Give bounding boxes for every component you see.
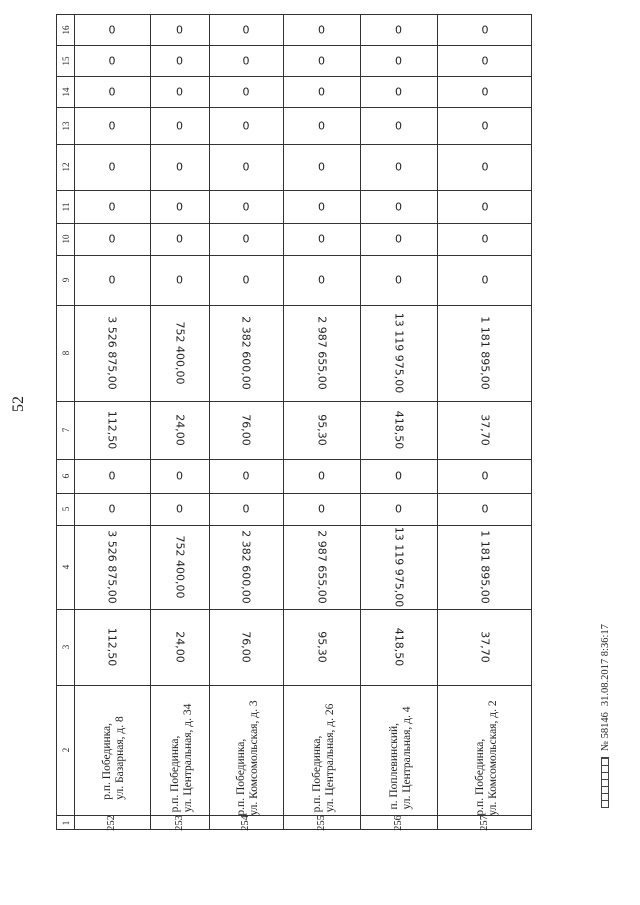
grid-line <box>57 305 531 306</box>
row-value-col-16: 0 <box>108 23 116 37</box>
row-value-col-5: 0 <box>108 502 116 516</box>
column-number-header: 5 <box>60 506 71 512</box>
column-number-header: 9 <box>60 277 71 283</box>
address-line: ул. Центральная, д. 34 <box>181 703 194 813</box>
row-value-col-4: 3 526 875,00 <box>105 530 119 604</box>
row-value-col-8: 1 181 895,00 <box>478 316 492 390</box>
row-value-col-13: 0 <box>242 119 250 132</box>
row-value-col-10: 0 <box>395 232 402 246</box>
grid-line <box>283 15 284 829</box>
grid-line <box>57 815 531 816</box>
row-value-col-15: 0 <box>481 54 489 67</box>
grid-line <box>57 525 531 526</box>
row-id: 257 <box>478 815 490 831</box>
page-number: 52 <box>10 396 27 412</box>
row-id: 253 <box>173 815 185 831</box>
row-value-col-11: 0 <box>481 200 489 213</box>
grid-line <box>209 15 210 829</box>
row-value-col-9: 0 <box>395 273 402 287</box>
address-line: р.п. Побединка, <box>234 738 247 816</box>
column-number-header: 13 <box>60 121 71 130</box>
grid-line <box>57 401 531 402</box>
row-value-col-16: 0 <box>176 23 183 37</box>
grid-line <box>57 45 531 46</box>
row-value-col-10: 0 <box>176 232 183 246</box>
column-number-header: 10 <box>60 234 71 244</box>
row-value-col-10: 0 <box>481 232 489 246</box>
address-line: ул. Центральная, д. 26 <box>323 703 336 813</box>
address-line: р.п. Побединка, <box>168 735 181 813</box>
row-value-col-5: 0 <box>395 502 402 516</box>
row-value-col-10: 0 <box>318 232 325 246</box>
row-value-col-16: 0 <box>481 23 489 37</box>
row-value-col-9: 0 <box>242 273 250 287</box>
column-number-header: 14 <box>60 87 71 96</box>
row-value-col-6: 0 <box>481 469 489 483</box>
row-value-col-3: 24,00 <box>173 631 186 663</box>
row-value-col-15: 0 <box>242 54 250 67</box>
row-address <box>387 706 413 809</box>
row-value-col-6: 0 <box>108 469 116 483</box>
row-id: 254 <box>239 815 251 831</box>
document-datetime: 31.08.2017 8:36:17 <box>599 624 611 707</box>
column-number-header: 12 <box>60 162 71 172</box>
grid-line <box>57 685 531 686</box>
row-value-col-12: 0 <box>176 160 183 174</box>
row-value-col-8: 3 526 875,00 <box>105 316 119 390</box>
row-value-col-4: 752 400,00 <box>173 535 186 599</box>
row-value-col-7: 37,70 <box>478 414 492 446</box>
row-value-col-11: 0 <box>395 200 402 213</box>
row-id: 256 <box>392 815 404 831</box>
row-value-col-15: 0 <box>318 54 325 67</box>
grid-line <box>57 76 531 77</box>
row-value-col-8: 2 987 655,00 <box>315 316 328 390</box>
column-number-header: 3 <box>60 644 71 650</box>
row-value-col-14: 0 <box>108 85 116 98</box>
row-value-col-5: 0 <box>318 502 325 516</box>
column-number-header: 4 <box>60 564 71 570</box>
grid-line <box>150 15 151 829</box>
address-line: р.п. Побединка, <box>310 735 323 813</box>
row-value-col-14: 0 <box>176 85 183 98</box>
row-value-col-6: 0 <box>318 469 325 483</box>
row-value-col-6: 0 <box>176 469 183 483</box>
row-value-col-4: 13 119 975,00 <box>392 526 405 608</box>
address-line: ул. Базарная, д. 8 <box>114 716 126 800</box>
grid-line <box>437 15 438 829</box>
row-value-col-12: 0 <box>318 160 325 174</box>
grid-line <box>57 107 531 108</box>
row-value-col-3: 95,30 <box>315 631 328 663</box>
consultant-stamp-icon <box>601 757 609 808</box>
row-value-col-11: 0 <box>242 200 250 213</box>
row-value-col-12: 0 <box>108 160 116 174</box>
row-address <box>235 700 261 815</box>
row-value-col-10: 0 <box>242 232 250 246</box>
row-value-col-15: 0 <box>395 54 402 67</box>
row-value-col-7: 24,00 <box>173 414 186 446</box>
address-line: ул. Комсомольская, д. 3 <box>248 700 260 816</box>
row-value-col-14: 0 <box>318 85 325 98</box>
row-value-col-3: 418,50 <box>392 627 405 667</box>
column-number-header: 11 <box>60 202 71 211</box>
row-value-col-9: 0 <box>176 273 183 287</box>
row-value-col-12: 0 <box>481 160 489 174</box>
row-value-col-9: 0 <box>108 273 116 287</box>
grid-line <box>57 255 531 256</box>
column-number-header: 8 <box>60 350 71 356</box>
row-value-col-3: 112,50 <box>105 627 119 667</box>
row-value-col-8: 13 119 975,00 <box>392 312 405 394</box>
grid-line <box>57 493 531 494</box>
row-value-col-7: 76,00 <box>239 414 253 446</box>
address-line: р.п. Побединка, <box>100 722 113 800</box>
grid-line <box>360 15 361 829</box>
row-value-col-16: 0 <box>242 23 250 37</box>
grid-line <box>74 15 75 829</box>
row-value-col-11: 0 <box>108 200 116 213</box>
row-value-col-15: 0 <box>108 54 116 67</box>
column-number-header: 1 <box>60 820 71 826</box>
row-value-col-11: 0 <box>318 200 325 213</box>
row-value-col-12: 0 <box>242 160 250 174</box>
row-value-col-14: 0 <box>481 85 489 98</box>
row-value-col-13: 0 <box>108 119 116 132</box>
row-value-col-14: 0 <box>395 85 402 98</box>
row-value-col-8: 2 382 600,00 <box>239 316 253 390</box>
row-value-col-3: 37,70 <box>478 631 492 663</box>
grid-line <box>57 144 531 145</box>
column-number-header: 7 <box>60 427 71 433</box>
row-value-col-4: 2 382 600,00 <box>239 530 253 604</box>
row-value-col-15: 0 <box>176 54 183 67</box>
row-value-col-13: 0 <box>318 119 325 132</box>
row-value-col-5: 0 <box>481 502 489 516</box>
row-value-col-9: 0 <box>318 273 325 287</box>
address-line: ул. Центральная, д. 4 <box>400 706 413 810</box>
row-value-col-4: 1 181 895,00 <box>478 530 492 604</box>
column-number-header: 16 <box>60 25 71 35</box>
document-footer <box>592 588 618 808</box>
row-value-col-10: 0 <box>108 232 116 246</box>
registry-table <box>56 14 532 830</box>
row-value-col-13: 0 <box>176 119 183 132</box>
row-value-col-6: 0 <box>395 469 402 483</box>
row-value-col-11: 0 <box>176 200 183 213</box>
row-value-col-13: 0 <box>481 119 489 132</box>
document-number: № 58146 <box>599 712 611 751</box>
column-number-header: 15 <box>60 56 71 65</box>
row-id: 252 <box>105 815 117 831</box>
row-address <box>310 704 336 813</box>
grid-line <box>57 190 531 191</box>
row-value-col-16: 0 <box>318 23 325 37</box>
grid-line <box>57 223 531 224</box>
row-value-col-4: 2 987 655,00 <box>315 530 328 604</box>
row-address <box>474 700 500 815</box>
column-number-header: 2 <box>60 747 71 753</box>
row-address <box>168 704 194 813</box>
row-value-col-8: 752 400,00 <box>173 321 186 385</box>
row-value-col-5: 0 <box>176 502 183 516</box>
row-value-col-7: 112,50 <box>105 410 119 450</box>
row-value-col-12: 0 <box>395 160 402 174</box>
row-address <box>101 716 127 800</box>
row-value-col-7: 95,30 <box>315 414 328 446</box>
row-value-col-3: 76,00 <box>239 631 253 663</box>
address-line: р.п. Побединка, <box>473 738 486 816</box>
row-value-col-5: 0 <box>242 502 250 516</box>
address-line: п. Поплевинский, <box>387 722 400 810</box>
grid-line <box>57 609 531 610</box>
row-value-col-7: 418,50 <box>392 410 405 450</box>
address-line: ул. Комсомольская, д. 2 <box>487 700 499 816</box>
grid-line <box>57 459 531 460</box>
row-value-col-9: 0 <box>481 273 489 287</box>
column-number-header: 6 <box>60 473 71 479</box>
row-value-col-13: 0 <box>395 119 402 132</box>
row-value-col-14: 0 <box>242 85 250 98</box>
row-value-col-6: 0 <box>242 469 250 483</box>
row-value-col-16: 0 <box>395 23 402 37</box>
row-id: 255 <box>315 815 327 831</box>
